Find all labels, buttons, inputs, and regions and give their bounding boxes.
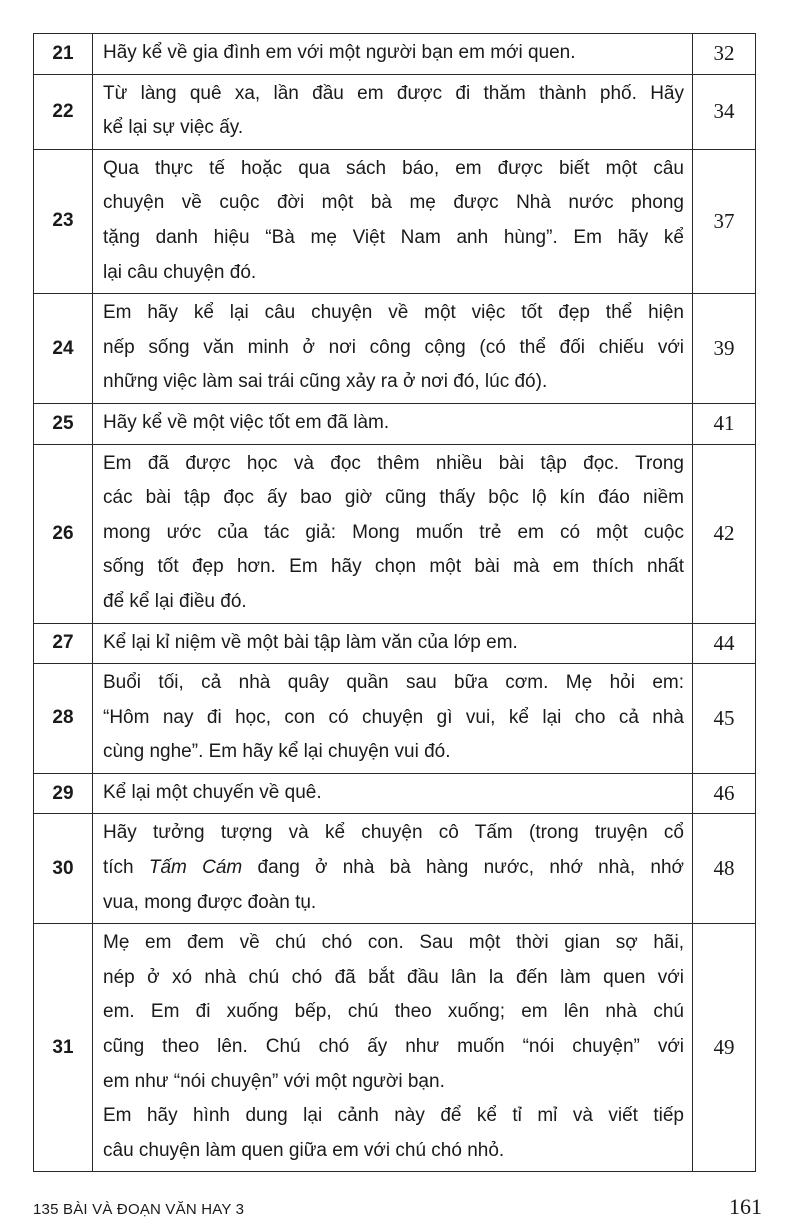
- prompt-line: các bài tập đọc ấy bao giờ cũng thấy bộc lộ kín đáo niềm: [103, 487, 684, 509]
- italic-title: Tấm Cám: [148, 857, 243, 879]
- prompt-line: Em đã được học và đọc thêm nhiều bài tập đọc. Trong: [103, 452, 684, 474]
- exercise-number: 21: [34, 34, 93, 75]
- exercise-prompt: [93, 74, 693, 149]
- page-reference: 32: [693, 34, 756, 75]
- prompt-line: mong ước của tác giả: Mong muốn trẻ em có một cuộc: [103, 521, 684, 543]
- text-segment: tích: [103, 857, 149, 879]
- footer-book-title: 135 BÀI VÀ ĐOẠN VĂN HAY 3: [33, 1201, 245, 1219]
- exercise-number: 26: [34, 444, 93, 623]
- prompt-line: vua, mong được đoàn tụ.: [103, 891, 317, 913]
- prompt-line: những việc làm sai trái cũng xảy ra ở nơi đó, lúc đó).: [103, 371, 548, 393]
- table-row: [34, 294, 756, 404]
- exercise-prompt: [93, 149, 693, 293]
- footer-page-number: 161: [729, 1194, 762, 1220]
- exercise-number: 23: [34, 149, 93, 293]
- text-segment: đang ở nhà bà hàng nước, nhớ nhà, nhớ: [242, 857, 684, 879]
- table-row: [34, 664, 756, 774]
- exercise-prompt: [93, 773, 693, 814]
- prompt-line: Hãy kể về gia đình em với một người bạn em mới quen.: [103, 42, 576, 63]
- table-row: [34, 74, 756, 149]
- exercise-number: 24: [34, 294, 93, 404]
- table-row: [34, 34, 756, 75]
- page-reference: 41: [693, 403, 756, 444]
- exercise-number: 27: [34, 623, 93, 664]
- prompt-line: Hãy kể về một việc tốt em đã làm.: [103, 411, 390, 433]
- prompt-line: cũng theo lên. Chú chó ấy như muốn “nói chuyện” với: [103, 1036, 684, 1058]
- exercise-prompt: [93, 623, 693, 664]
- prompt-line: Em hãy hình dung lại cảnh này để kể tỉ mỉ và viết tiếp: [103, 1105, 684, 1127]
- prompt-line: em. Em đi xuống bếp, chú theo xuống; em lên nhà chú: [103, 1001, 684, 1023]
- exercise-prompt: [93, 814, 693, 924]
- prompt-line: Từ làng quê xa, lần đầu em được đi thăm thành phố. Hãy: [103, 82, 684, 104]
- exercise-prompt: [93, 924, 693, 1172]
- prompt-line: “Hôm nay đi học, con có chuyện gì vui, kể lại cho cả nhà: [103, 706, 684, 728]
- prompt-line: nếp sống văn minh ở nơi công cộng (có thể đối chiếu với: [103, 336, 684, 358]
- prompt-line: Kể lại một chuyến về quê.: [103, 781, 322, 803]
- prompt-line: tặng danh hiệu “Bà mẹ Việt Nam anh hùng”. Em hãy kể: [103, 226, 684, 248]
- exercise-number: 22: [34, 74, 93, 149]
- table-row: [34, 149, 756, 293]
- page-footer: [33, 1194, 762, 1220]
- prompt-line: để kể lại điều đó.: [103, 590, 247, 612]
- prompt-line: sống tốt đẹp hơn. Em hãy chọn một bài mà em thích nhất: [103, 556, 684, 578]
- table-row: [34, 924, 756, 1172]
- prompt-line: cùng nghe”. Em hãy kể lại chuyện vui đó.: [103, 741, 451, 763]
- table-row: [34, 623, 756, 664]
- prompt-line: Buổi tối, cả nhà quây quần sau bữa cơm. Mẹ hỏi em:: [103, 672, 684, 694]
- prompt-line: [103, 851, 684, 886]
- page-reference: 42: [693, 444, 756, 623]
- prompt-line: Em hãy kể lại câu chuyện về một việc tốt đẹp thể hiện: [103, 302, 684, 324]
- prompt-line: Mẹ em đem về chú chó con. Sau một thời gian sợ hãi,: [103, 932, 684, 954]
- exercise-table: [33, 33, 756, 1172]
- page-reference: 34: [693, 74, 756, 149]
- page-reference: 45: [693, 664, 756, 774]
- prompt-line: Kể lại kỉ niệm về một bài tập làm văn của lớp em.: [103, 631, 518, 653]
- table-row: [34, 773, 756, 814]
- page-reference: 48: [693, 814, 756, 924]
- table-row: [34, 444, 756, 623]
- table-row: [34, 814, 756, 924]
- prompt-line: kể lại sự việc ấy.: [103, 117, 244, 139]
- page-reference: 49: [693, 924, 756, 1172]
- prompt-line: chuyện về cuộc đời một bà mẹ được Nhà nước phong: [103, 192, 684, 214]
- prompt-line: câu chuyện làm quen giữa em với chú chó nhỏ.: [103, 1139, 505, 1161]
- exercise-prompt: [93, 34, 693, 75]
- exercise-number: 29: [34, 773, 93, 814]
- page-reference: 46: [693, 773, 756, 814]
- prompt-line: Qua thực tế hoặc qua sách báo, em được biết một câu: [103, 157, 684, 179]
- exercise-table-body: [34, 34, 756, 1172]
- exercise-prompt: [93, 403, 693, 444]
- exercise-number: 31: [34, 924, 93, 1172]
- exercise-number: 30: [34, 814, 93, 924]
- prompt-line: nép ở xó nhà chú chó đã bắt đầu lân la đến làm quen với: [103, 966, 684, 988]
- page-reference: 39: [693, 294, 756, 404]
- prompt-line: lại câu chuyện đó.: [103, 261, 257, 283]
- exercise-prompt: [93, 294, 693, 404]
- prompt-line: Hãy tưởng tượng và kể chuyện cô Tấm (trong truyện cổ: [103, 822, 684, 844]
- exercise-number: 28: [34, 664, 93, 774]
- page-reference: 37: [693, 149, 756, 293]
- exercise-prompt: [93, 664, 693, 774]
- exercise-prompt: [93, 444, 693, 623]
- prompt-line: em như “nói chuyện” với một người bạn.: [103, 1070, 445, 1092]
- table-row: [34, 403, 756, 444]
- exercise-number: 25: [34, 403, 93, 444]
- page-reference: 44: [693, 623, 756, 664]
